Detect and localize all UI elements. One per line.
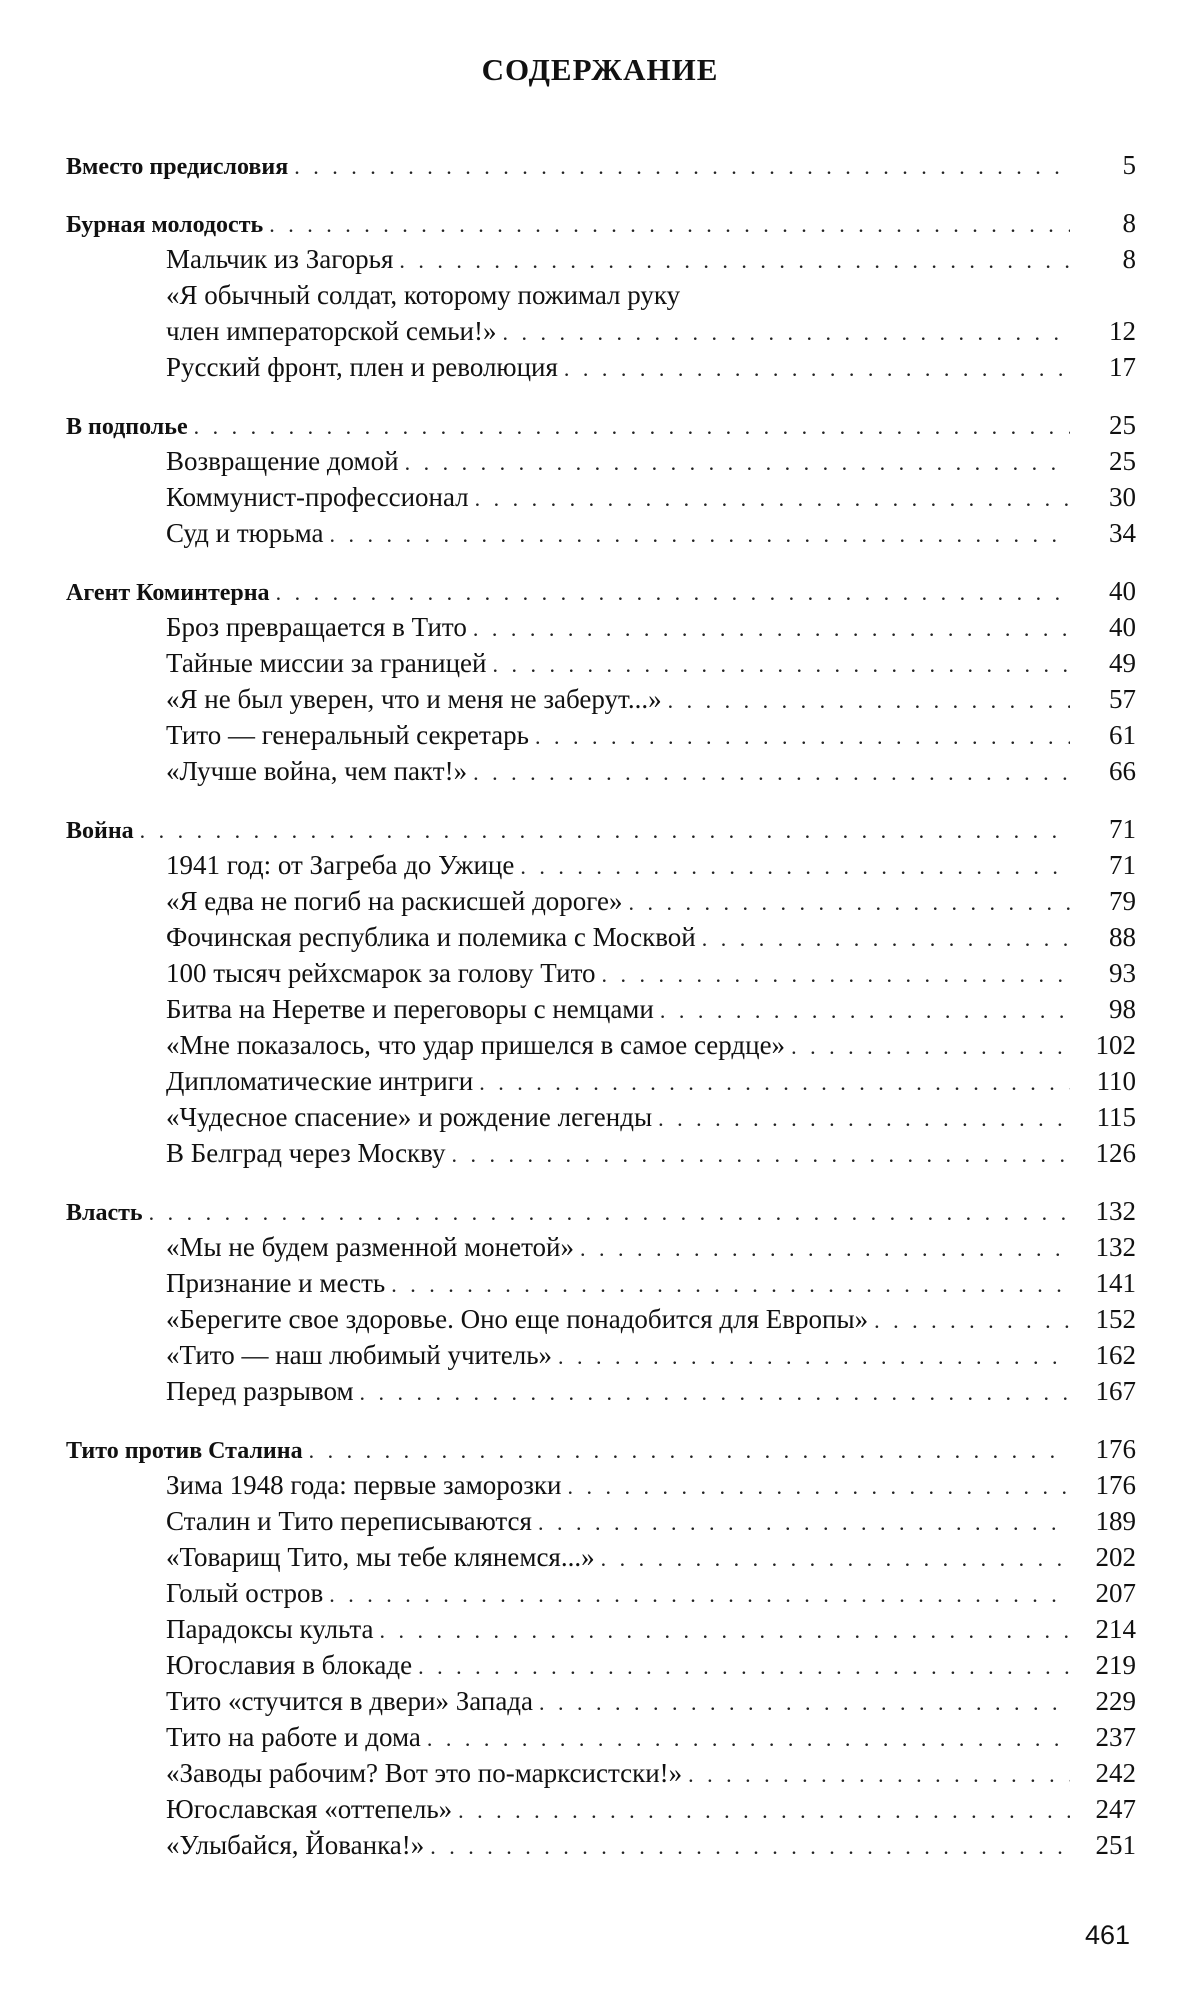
dot-leader [418, 1649, 1070, 1685]
toc-entry[interactable] [66, 479, 1136, 515]
dot-leader [473, 755, 1070, 791]
toc-entry-page-number: 57 [1109, 684, 1136, 714]
toc-entry-title: «Чудесное спасение» и рождение легенды [166, 1102, 653, 1132]
toc-entry-title: Тайные миссии за границей [166, 648, 487, 678]
page-number: 461 [1084, 1920, 1130, 1950]
dot-leader [479, 1065, 1070, 1101]
toc-entry[interactable] [66, 753, 1136, 789]
toc-entry[interactable] [66, 955, 1136, 991]
toc-entry-page-number: 251 [1095, 1830, 1136, 1860]
toc-entry[interactable] [66, 1337, 1136, 1373]
dot-leader [564, 351, 1070, 387]
toc-chapter-page-number: 25 [1109, 410, 1136, 440]
toc-chapter[interactable] [66, 407, 1136, 443]
toc-entry-page-number: 102 [1095, 1030, 1136, 1060]
toc-entry-page-number: 61 [1109, 720, 1136, 750]
toc-entry[interactable] [66, 1791, 1136, 1827]
toc-entry[interactable] [66, 1827, 1136, 1863]
toc-entry[interactable] [66, 241, 1136, 277]
toc-entry[interactable] [66, 349, 1136, 385]
toc-entry-title: Броз превращается в Тито [166, 612, 467, 642]
toc-entry-title: Суд и тюрьма [166, 518, 324, 548]
dot-leader [791, 1029, 1070, 1065]
dot-leader [194, 409, 1070, 445]
toc-entry[interactable] [66, 681, 1136, 717]
toc-entry-page-number: 34 [1109, 518, 1136, 548]
dot-leader [602, 957, 1070, 993]
toc-entry[interactable] [66, 919, 1136, 955]
dot-leader [558, 1339, 1070, 1375]
toc-section [66, 573, 1136, 789]
toc-entry-page-number: 214 [1095, 1614, 1136, 1644]
toc-entry[interactable] [66, 1719, 1136, 1755]
dot-leader [601, 1541, 1070, 1577]
toc-entry-page-number: 202 [1095, 1542, 1136, 1572]
toc-entry-title: «Товарищ Тито, мы тебе клянемся...» [166, 1542, 595, 1572]
toc-entry-title: Битва на Неретве и переговоры с немцами [166, 994, 654, 1024]
dot-leader [475, 481, 1070, 517]
toc-entry-page-number: 12 [1109, 316, 1136, 346]
toc-entry[interactable] [66, 1503, 1136, 1539]
toc-entry-page-number: 167 [1095, 1376, 1136, 1406]
toc-entry[interactable] [66, 1099, 1136, 1135]
toc-section [66, 407, 1136, 551]
toc-entry-page-number: 219 [1095, 1650, 1136, 1680]
dot-leader [567, 1469, 1070, 1505]
toc-entry-page-number: 93 [1109, 958, 1136, 988]
toc-entry-title: Тито на работе и дома [166, 1722, 421, 1752]
dot-leader [473, 611, 1070, 647]
toc-section [66, 1193, 1136, 1409]
toc-entry[interactable] [66, 645, 1136, 681]
toc-chapter[interactable] [66, 1431, 1136, 1467]
toc-entry-page-number: 237 [1095, 1722, 1136, 1752]
toc-entry-title: Голый остров [166, 1578, 324, 1608]
dot-leader [492, 647, 1070, 683]
toc-chapter-title: В подполье [66, 414, 188, 440]
toc-chapter-title: Агент Коминтерна [66, 580, 270, 606]
toc-entry[interactable] [66, 883, 1136, 919]
toc-chapter-title: Война [66, 818, 134, 844]
dot-leader [427, 1721, 1070, 1757]
dot-leader [520, 849, 1070, 885]
toc-chapter[interactable] [66, 811, 1136, 847]
toc-entry-page-number: 189 [1095, 1506, 1136, 1536]
toc-entry[interactable] [66, 1683, 1136, 1719]
toc-entry-title: «Заводы рабочим? Вот это по-марксистски!» [166, 1758, 683, 1788]
dot-leader [294, 149, 1070, 185]
page-title: СОДЕРЖАНИЕ [481, 52, 719, 87]
toc-entry-title: Югославия в блокаде [166, 1650, 413, 1680]
toc-entry[interactable] [66, 1575, 1136, 1611]
toc-entry-title: «Я едва не погиб на раскисшей дороге» [166, 886, 623, 916]
toc-entry-title: Коммунист-профессионал [166, 482, 469, 512]
dot-leader [330, 517, 1071, 553]
toc-entry-title: «Лучше война, чем пакт!» [166, 756, 468, 786]
toc-entry-page-number: 162 [1095, 1340, 1136, 1370]
toc-entry-title: «Мне показалось, что удар пришелся в самое сердце» [166, 1030, 786, 1060]
toc-entry-title: член императорской семьи!» [166, 316, 497, 346]
toc-entry[interactable] [66, 1755, 1136, 1791]
toc-entry[interactable] [66, 1647, 1136, 1683]
dot-leader [379, 1613, 1070, 1649]
toc-entry[interactable] [66, 1135, 1136, 1171]
toc-entry-page-number: 176 [1095, 1470, 1136, 1500]
toc-entry[interactable] [66, 1301, 1136, 1337]
toc-entry-page-number: 132 [1095, 1232, 1136, 1262]
dot-leader [405, 445, 1070, 481]
toc-entry[interactable] [66, 1611, 1136, 1647]
toc-entry[interactable] [66, 847, 1136, 883]
dot-leader [149, 1195, 1070, 1231]
toc-entry-page-number: 17 [1109, 352, 1136, 382]
toc-chapter-page-number: 132 [1095, 1196, 1136, 1226]
toc-entry[interactable] [66, 991, 1136, 1027]
dot-leader [140, 813, 1070, 849]
dot-leader [399, 243, 1070, 279]
toc-entry[interactable] [66, 313, 1136, 349]
toc-chapter-title: Бурная молодость [66, 212, 264, 238]
dot-leader [535, 719, 1070, 755]
toc-entry-page-number: 98 [1109, 994, 1136, 1024]
toc-entry-title: Признание и месть [166, 1268, 386, 1298]
toc-entry[interactable] [66, 1539, 1136, 1575]
toc-chapter-page-number: 8 [1122, 208, 1136, 238]
toc-section [66, 147, 1136, 183]
toc-chapter[interactable] [66, 573, 1136, 609]
toc-chapter[interactable] [66, 147, 1136, 183]
toc-entry[interactable] [66, 717, 1136, 753]
toc-chapter-page-number: 40 [1109, 576, 1136, 606]
toc-entry-title: 1941 год: от Загреба до Ужице [166, 850, 515, 880]
toc-entry-title: 100 тысяч рейхсмарок за голову Тито [166, 958, 596, 988]
toc-entry-title: Перед разрывом [166, 1376, 354, 1406]
dot-leader [329, 1577, 1070, 1613]
toc-section [66, 205, 1136, 385]
toc-entry-title: Фочинская республика и полемика с Москвой [166, 922, 696, 952]
toc-entry-page-number: 110 [1096, 1066, 1136, 1096]
dot-leader [688, 1757, 1070, 1793]
dot-leader [269, 207, 1070, 243]
toc-entry-title: Зима 1948 года: первые заморозки [166, 1470, 562, 1500]
toc-entry-page-number: 49 [1109, 648, 1136, 678]
toc-entry-title: «Мы не будем разменной монетой» [166, 1232, 574, 1262]
toc-entry-title: Сталин и Тито переписываются [166, 1506, 532, 1536]
toc-entry-page-number: 229 [1095, 1686, 1136, 1716]
toc-entry-page-number: 79 [1109, 886, 1136, 916]
dot-leader [874, 1303, 1070, 1339]
dot-leader [458, 1793, 1070, 1829]
toc-entry-page-number: 242 [1095, 1758, 1136, 1788]
toc-entry[interactable] [66, 609, 1136, 645]
dot-leader [276, 575, 1070, 611]
toc-entry-title: Тито — генеральный секретарь [166, 720, 529, 750]
toc-chapter-page-number: 71 [1109, 814, 1136, 844]
toc-chapter-page-number: 176 [1095, 1434, 1136, 1464]
toc-entry-line-title: «Я обычный солдат, которому пожимал руку [166, 280, 681, 310]
toc-entry-title: Парадоксы культа [166, 1614, 374, 1644]
dot-leader [702, 921, 1070, 957]
toc-entry-page-number: 8 [1122, 244, 1136, 274]
toc-entry-page-number: 126 [1095, 1138, 1136, 1168]
dot-leader [503, 315, 1071, 351]
dot-leader [539, 1685, 1070, 1721]
dot-leader [668, 683, 1070, 719]
toc-entry[interactable] [66, 515, 1136, 551]
toc-entry-title: Русский фронт, плен и революция [166, 352, 558, 382]
toc-chapter[interactable] [66, 205, 1136, 241]
toc-entry-page-number: 30 [1109, 482, 1136, 512]
toc-entry-title: «Берегите свое здоровье. Оно еще понадобится для Европы» [166, 1304, 869, 1334]
toc-entry-page-number: 207 [1095, 1578, 1136, 1608]
dot-leader [629, 885, 1070, 921]
toc-chapter[interactable] [66, 1193, 1136, 1229]
toc-entry-title: Югославская «оттепель» [166, 1794, 453, 1824]
toc-entry-page-number: 40 [1109, 612, 1136, 642]
toc-section [66, 1431, 1136, 1863]
dot-leader [538, 1505, 1070, 1541]
toc-section [66, 811, 1136, 1171]
dot-leader [309, 1433, 1070, 1469]
toc-entry-title: Тито «стучится в двери» Запада [166, 1686, 534, 1716]
toc-entry[interactable] [66, 1467, 1136, 1503]
toc-entry[interactable] [66, 1027, 1136, 1063]
toc-entry-title: «Тито — наш любимый учитель» [166, 1340, 553, 1370]
toc-entry[interactable] [66, 443, 1136, 479]
toc-entry-page-number: 25 [1109, 446, 1136, 476]
toc-entry[interactable] [66, 1373, 1136, 1409]
toc-entry-title: Мальчик из Загорья [166, 244, 394, 274]
toc-entry-title: В Белград через Москву [166, 1138, 446, 1168]
dot-leader [660, 993, 1070, 1029]
toc-entry[interactable] [66, 1265, 1136, 1301]
toc-entry-page-number: 115 [1096, 1102, 1136, 1132]
toc-entry-title: «Я не был уверен, что и меня не заберут...» [166, 684, 662, 714]
toc-entry-page-number: 141 [1095, 1268, 1136, 1298]
toc-entry-page-number: 152 [1095, 1304, 1136, 1334]
dot-leader [658, 1101, 1070, 1137]
toc-entry[interactable] [66, 1229, 1136, 1265]
toc-entry-page-number: 71 [1109, 850, 1136, 880]
toc-entry-title: «Улыбайся, Йованка!» [166, 1830, 425, 1860]
table-of-contents [66, 147, 1136, 1885]
dot-leader [580, 1231, 1070, 1267]
toc-chapter-title: Власть [66, 1200, 143, 1226]
toc-entry-title: Дипломатические интриги [166, 1066, 474, 1096]
toc-entry-page-number: 247 [1095, 1794, 1136, 1824]
toc-chapter-title: Вместо предисловия [66, 154, 289, 180]
toc-entry-page-number: 88 [1109, 922, 1136, 952]
toc-entry[interactable] [66, 1063, 1136, 1099]
toc-entry-page-number: 66 [1109, 756, 1136, 786]
toc-entry-line[interactable] [66, 277, 1136, 313]
toc-entry-title: Возвращение домой [166, 446, 399, 476]
toc-chapter-title: Тито против Сталина [66, 1438, 303, 1464]
dot-leader [391, 1267, 1070, 1303]
toc-chapter-page-number: 5 [1122, 150, 1136, 180]
dot-leader [430, 1829, 1070, 1865]
dot-leader [452, 1137, 1071, 1173]
dot-leader [360, 1375, 1070, 1411]
